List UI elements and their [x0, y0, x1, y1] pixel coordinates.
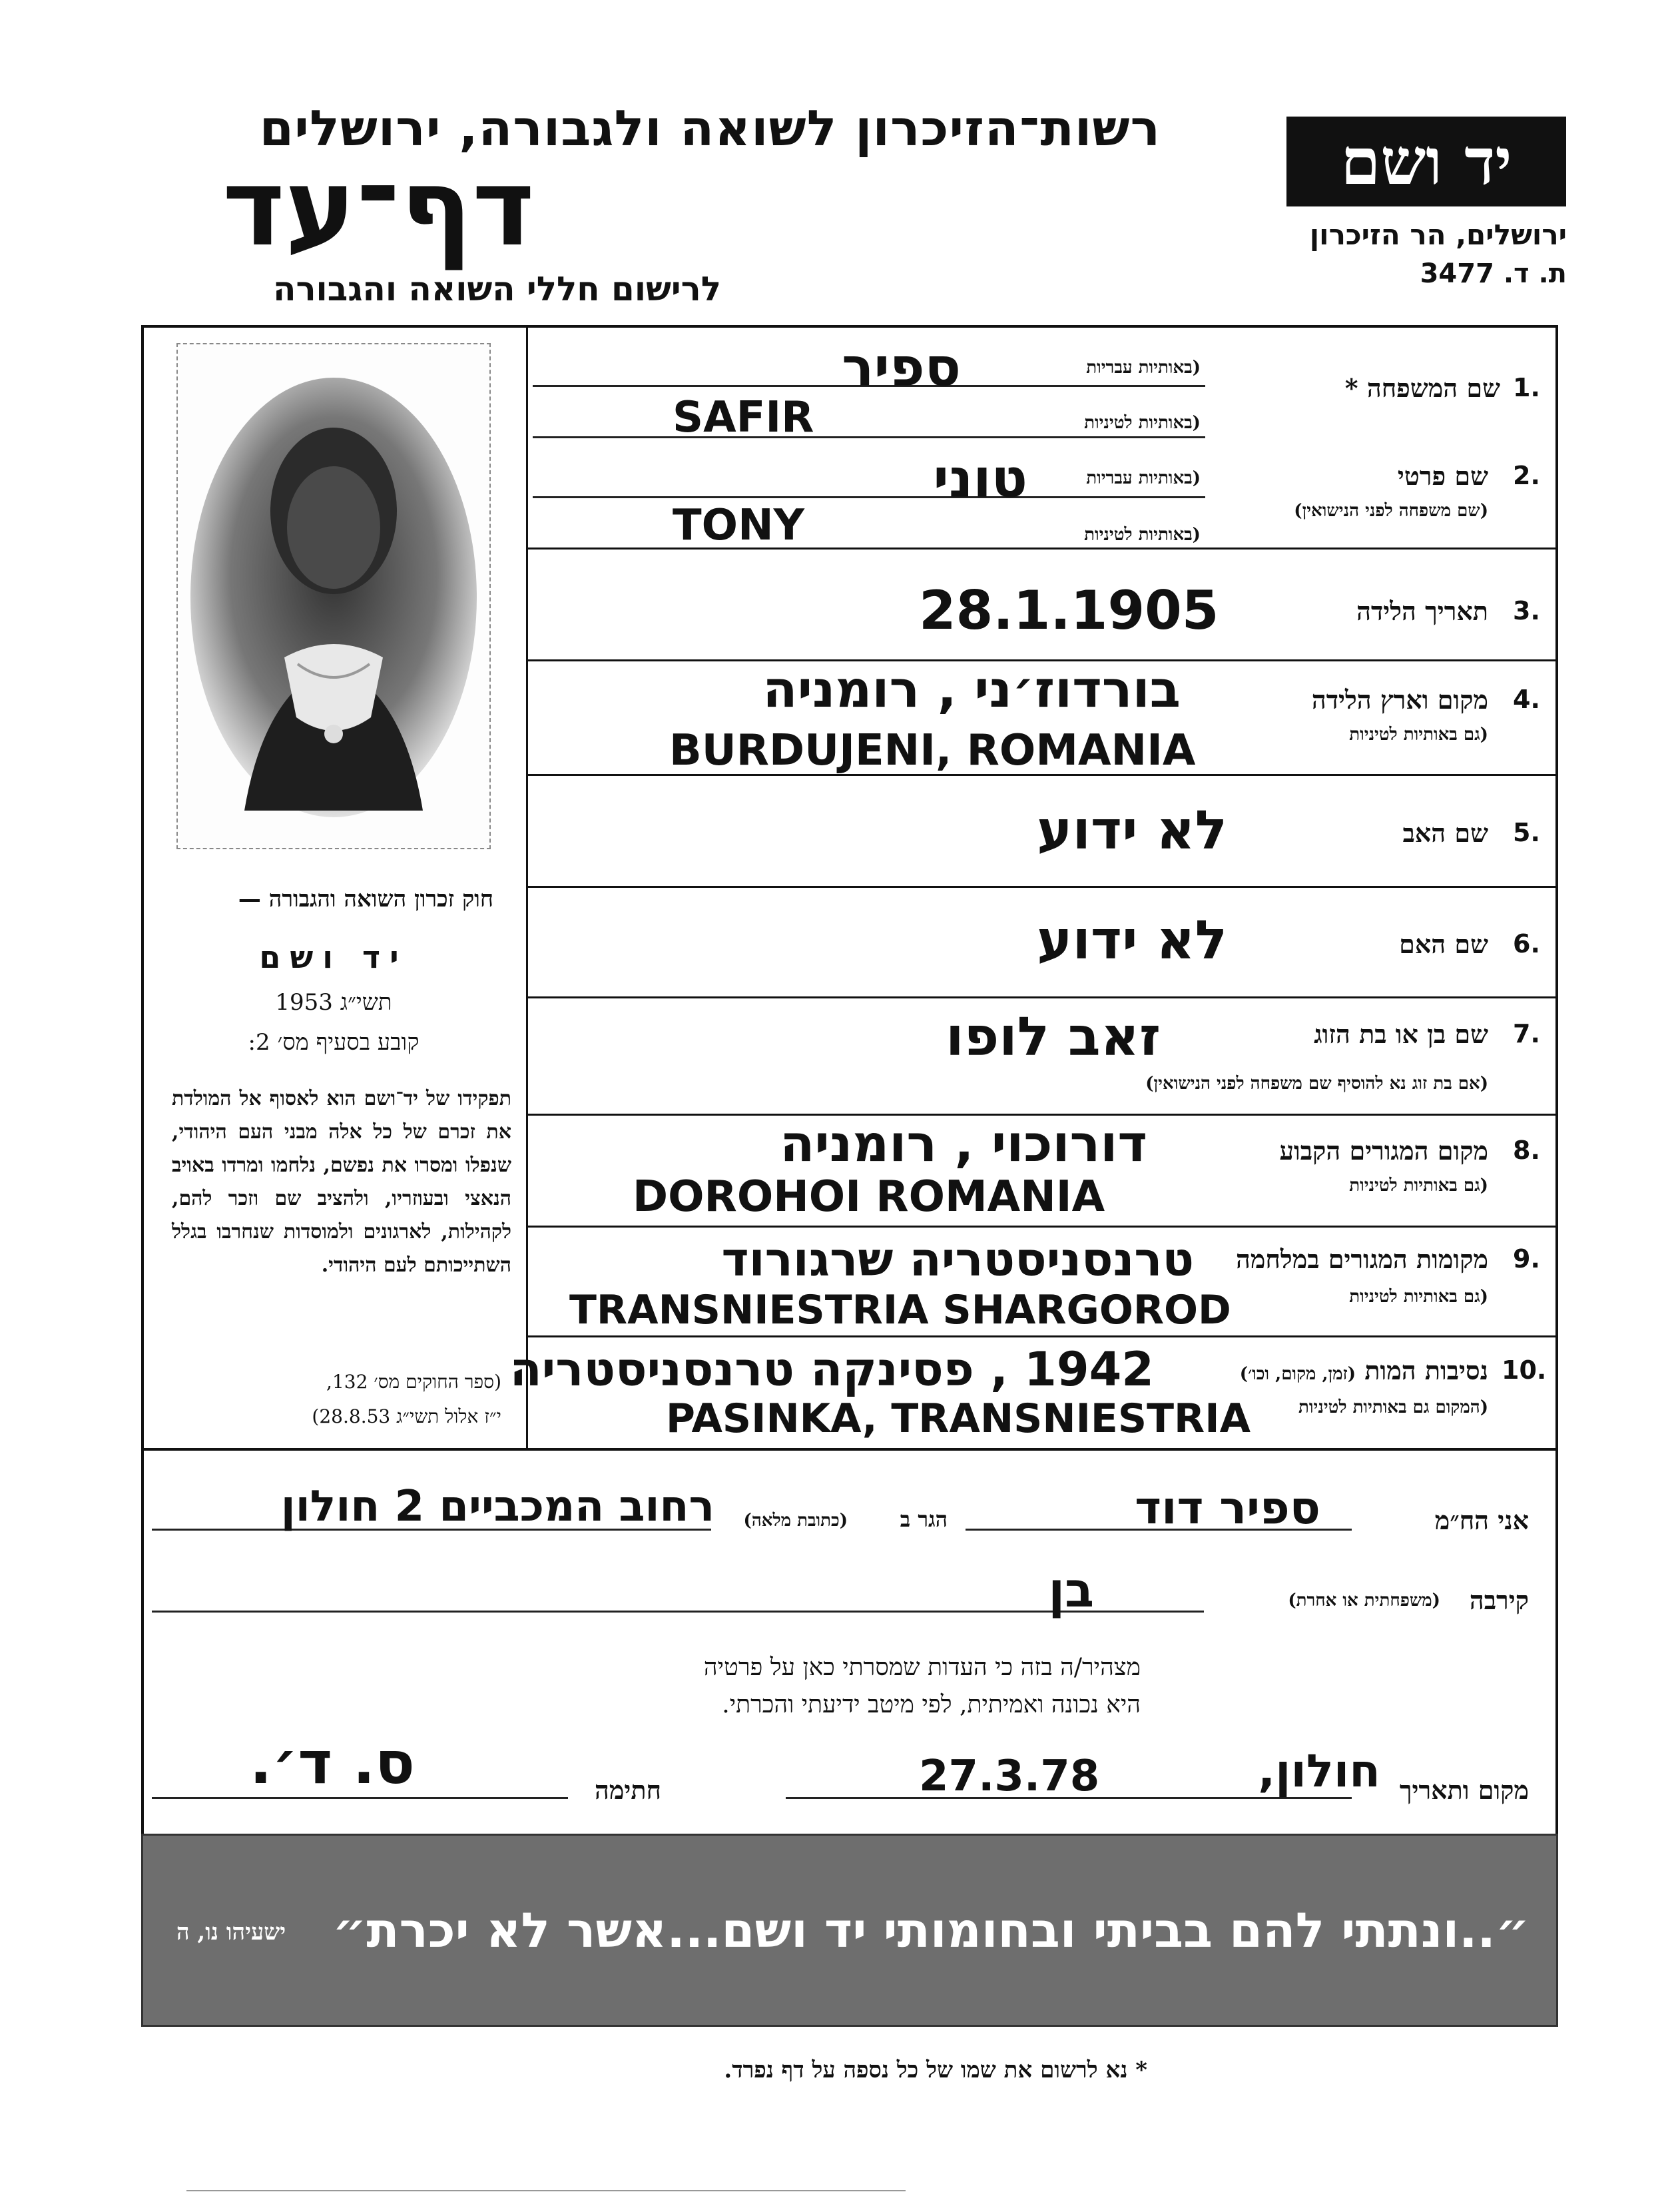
field-2-hint-lat: (באותיות לטיניות [1084, 525, 1201, 545]
field-4-number: 4. [1513, 685, 1540, 714]
relation-underline [152, 1611, 1204, 1613]
relation-hint: (משפחתית או אחרת) [1288, 1591, 1440, 1611]
row-divider [528, 1226, 1557, 1228]
field-10-value-lat: PASINKA, TRANSNIESTRIA [666, 1395, 1251, 1442]
po-box: ת. ד. 3477 [1420, 258, 1567, 289]
relation-label: קירבה [1469, 1585, 1529, 1615]
row-divider [528, 996, 1557, 998]
field-10-label [1240, 1355, 1488, 1386]
field-4-label: מקום וארץ הלידה [1311, 685, 1488, 715]
statement-line-2: היא נכונה ואמיתית, לפי מיטב ידיעתי והכרתי. [722, 1691, 1141, 1718]
declaration-date: 27.3.78 [919, 1752, 1100, 1801]
field-8-value-he: דורוכוי , רומניה [780, 1114, 1147, 1173]
field-1-hint-he: (באותיות עבריות [1086, 358, 1201, 378]
field-2-value-he: טוני [933, 448, 1027, 510]
declarant-address: רחוב המכביים 2 חולון [280, 1482, 714, 1531]
logo-text: יד ושם [1340, 124, 1512, 199]
field-9-hint: (גם באותיות לטיניות [1349, 1287, 1488, 1307]
field-3-label: תאריך הלידה [1356, 596, 1488, 626]
relation-value: בן [1048, 1562, 1094, 1618]
verse-reference: ישעיהו נו, ה [176, 1919, 286, 1946]
field-4-value-he: בורדוז׳ני , רומניה [762, 659, 1181, 719]
field-9-number: 9. [1513, 1244, 1540, 1274]
row-divider [528, 886, 1557, 888]
field-5-number: 5. [1513, 818, 1540, 847]
field-10-hint-place: (המקום גם באותיות לטיניות [1298, 1397, 1488, 1417]
law-name: יד ושם [259, 939, 408, 975]
law-source-date: י״ז אלול תשי״ג 28.8.53) [312, 1405, 501, 1427]
field-5-label: שם האב [1402, 818, 1488, 848]
footnote: * נא לרשום את שמו של כל נספה על דף נפרד. [724, 2057, 1147, 2083]
field-7-value: זאב לופו [946, 1006, 1161, 1068]
field-7-hint: (אם בת זוג נא להוסיף שם משפחה לפני הנישואין) [1145, 1074, 1488, 1094]
law-year: תשי״ג 1953 [275, 989, 392, 1016]
column-divider [526, 326, 528, 1451]
entry-underline [533, 496, 1205, 498]
law-text: תפקידו של יד־ושם הוא לאסוף אל המולדת את זכרם של כל אלה מבני העם היהודי, שנפלו ומסרו את נפשם, נלחמו ומרדו באויב הנאצי ובעוזריו, ולהציב שם וזכר להם, לקהילות, לארגונים ולמוסדות שנחרבו בגלל השתייכותם לעם היהודי. [172, 1087, 511, 1277]
verse-banner [141, 1834, 1558, 2027]
verse-text: ״..ונתתי להם בביתי ובחומותי יד ושם...אשר לא יכרת״ [332, 1902, 1530, 1958]
authority-title: רשות־הזיכרון לשואה ולגבורה, ירושלים [259, 100, 1161, 157]
field-8-value-lat: DOROHOI ROMANIA [633, 1172, 1105, 1222]
field-9-value-he: טרנסניסטריה שרגורוד [721, 1232, 1194, 1287]
field-9-value-lat: TRANSNIESTRIA SHARGOROD [569, 1287, 1231, 1333]
row-divider [528, 1335, 1557, 1337]
page-subtitle: לרישום חללי השואה והגבורה [273, 270, 721, 308]
field-4-value-lat: BURDUJENI, ROMANIA [669, 726, 1196, 775]
field-8-label: מקום המגורים הקבוע [1279, 1136, 1488, 1166]
field-6-value: לא ידוע [1037, 909, 1227, 971]
field-2-value-lat: TONY [673, 501, 804, 550]
field-6-number: 6. [1513, 929, 1540, 958]
law-clause: קובע בסעיף מס׳ 2: [248, 1029, 420, 1056]
field-1-value-lat: SAFIR [673, 393, 814, 442]
field-7-number: 7. [1513, 1019, 1540, 1048]
resides-label: הגר ב [900, 1507, 948, 1532]
field-3-number: 3. [1513, 596, 1540, 625]
field-1-label: שם המשפחה * [1344, 373, 1500, 403]
field-10-label-text: נסיבות המות [1364, 1355, 1488, 1385]
scan-edge-line [186, 2190, 906, 2191]
law-heading: חוק זכרון השואה והגבורה — [238, 886, 493, 913]
field-2-number: 2. [1513, 461, 1540, 490]
field-1-value-he: ספיר [842, 336, 961, 398]
signature: ס. ד׳. [249, 1728, 415, 1797]
portrait-icon [178, 344, 489, 848]
institution-address: ירושלים, הר הזיכרון [1309, 218, 1567, 251]
entry-underline [533, 436, 1205, 438]
declarant-name: ספיר דוד [1135, 1482, 1320, 1535]
declaration-place: חולון, [1258, 1745, 1380, 1798]
field-4-hint: (גם באותיות לטיניות [1349, 725, 1488, 745]
place-date-label: מקום ותאריך [1399, 1775, 1529, 1805]
field-1-number: 1. [1513, 373, 1540, 402]
field-2-hint-he: (באותיות עבריות [1086, 468, 1201, 488]
field-8-hint: (גם באותיות לטיניות [1349, 1176, 1488, 1196]
statement-line-1: מצהיר/ה בזה כי העדות שמסרתי כאן על פרטיה [703, 1654, 1141, 1681]
field-6-label: שם האם [1399, 929, 1488, 959]
field-7-label: שם בן או בת הזוג [1314, 1019, 1488, 1049]
field-2-hint-maiden: (שם משפחה לפני הנישואין) [1294, 501, 1488, 521]
signature-label: חתימה [594, 1775, 661, 1805]
declarant-label: אני הח״מ [1434, 1505, 1529, 1535]
address-hint: (כתובת מלאה) [743, 1511, 848, 1531]
field-10-value-he: 1942 , פסינקה טרנסניסטריה [509, 1342, 1154, 1397]
signature-underline [152, 1797, 568, 1799]
field-2-label: שם פרטי [1397, 461, 1488, 491]
yad-vashem-logo [1286, 117, 1566, 206]
page-title: דף־עד [222, 145, 535, 270]
field-8-number: 8. [1513, 1136, 1540, 1165]
portrait-photo [176, 343, 491, 849]
field-10-number: 10. [1502, 1355, 1547, 1385]
law-source: (ספר החוקים מס׳ 132, [326, 1371, 501, 1393]
field-1-hint-lat: (באותיות לטיניות [1084, 413, 1201, 433]
field-5-value: לא ידוע [1037, 799, 1227, 861]
field-9-label: מקומות המגורים במלחמה [1236, 1244, 1488, 1274]
field-10-hint-time: (זמן, מקום, וכו׳) [1239, 1364, 1356, 1384]
field-3-value: 28.1.1905 [919, 579, 1219, 641]
